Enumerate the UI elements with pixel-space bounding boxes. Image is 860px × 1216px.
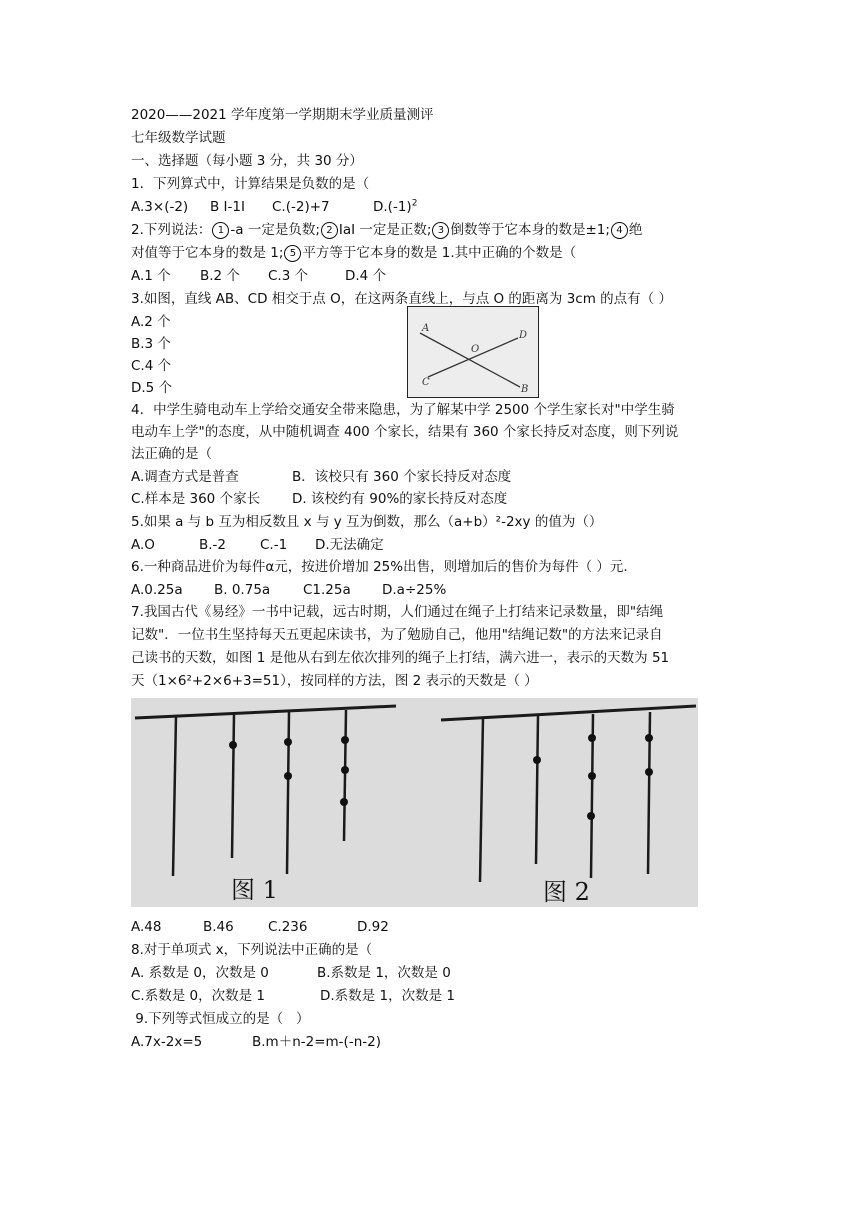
rope: [287, 712, 289, 874]
q8-option-d: D.系数是 1，次数是 1: [320, 988, 455, 1004]
knotted-rope-figure: [131, 698, 698, 907]
q4-line-1: 4．中学生骑电动车上学给交通安全带来隐患，为了解某中学 2500 个学生家长对"中学生骑: [131, 402, 675, 418]
q7-line-4: 天（1×6²+2×6+3=51），按同样的方法，图 2 表示的天数是（ ）: [131, 673, 538, 689]
q8-stem: 8.对于单项式 x，下列说法中正确的是（: [131, 942, 373, 958]
q4-option-b: B．该校只有 360 个家长持反对态度: [292, 469, 512, 485]
exam-subtitle: 七年级数学试题: [131, 130, 226, 146]
top-bar: [441, 706, 696, 720]
q1-option-d: $D.(-1)^2$: [373, 198, 418, 215]
q3-stem: 3.如图，直线 AB、CD 相交于点 O，在这两条直线上，与点 O 的距离为 3cm 的点有（ ）: [131, 291, 672, 307]
q6-option-d: D.a÷25%: [382, 582, 447, 598]
q2-option-b: B.2 个: [200, 268, 240, 284]
q2-option-d: D.4 个: [345, 268, 387, 284]
knot: [341, 736, 349, 744]
exam-title: 2020——2021 学年度第一学期期末学业质量测评: [131, 107, 434, 123]
knot: [341, 766, 349, 774]
section-heading: 一、选择题（每小题 3 分，共 30 分）: [131, 153, 363, 169]
q6-option-b: B. 0.75a: [214, 582, 271, 598]
q2-option-c: C.3 个: [268, 268, 309, 284]
q7-line-1: 7.我国古代《易经》一书中记载，远古时期，人们通过在绳子上打结来记录数量，即"结绳: [131, 604, 664, 620]
intersecting-lines-figure: [407, 306, 539, 398]
rope: [173, 716, 176, 876]
q5-stem: 5.如果 a 与 b 互为相反数且 x 与 y 互为倒数，那么（a+b）²-2xy 的值为（）: [131, 514, 603, 530]
rope-figure-2: [441, 706, 696, 906]
figure-1-caption: 图 1: [231, 876, 278, 904]
q5-option-c: C.-1: [260, 537, 288, 553]
point-a-label: A: [422, 323, 430, 334]
q7-option-c: C.236: [268, 919, 308, 935]
q7-option-a: A.48: [131, 919, 162, 935]
q3-option-a: A.2 个: [131, 314, 171, 330]
point-o-label: O: [471, 344, 480, 355]
knot: [284, 738, 292, 746]
q2-option-a: A.1 个: [131, 268, 171, 284]
q2-line-2: 对值等于它本身的数是 1; 5 平方等于它本身的数是 1.其中正确的个数是（: [131, 245, 577, 261]
q8-option-a: A. 系数是 0，次数是 0: [131, 965, 269, 981]
knot: [645, 768, 653, 776]
q4-option-c: C.样本是 360 个家长: [131, 491, 261, 507]
q9-option-a: A.7x-2x=5: [131, 1034, 203, 1050]
q5-option-b: B.-2: [199, 537, 227, 553]
rope: [480, 718, 483, 882]
knot: [284, 772, 292, 780]
knot: [340, 798, 348, 806]
q4-option-a: A.调查方式是普查: [131, 469, 239, 485]
q9-option-b: B.m＋n-2=m-(-n-2): [252, 1034, 381, 1050]
rope: [344, 710, 346, 841]
rope-figure-1: [135, 706, 396, 904]
q6-option-c: C1.25a: [303, 582, 351, 598]
q9-stem: 9.下列等式恒成立的是（ ）: [131, 1011, 310, 1027]
point-b-label: B: [521, 384, 529, 395]
q2-line-1: 2.下列说法： 1 -a 一定是负数; 2 IaI 一定是正数; 3 倒数等于它本身的数是±1; 4 绝: [131, 222, 643, 238]
q6-stem: 6.一种商品进价为每件α元，按进价增加 25%出售，则增加后的售价为每件（ ）元.: [131, 559, 628, 575]
top-bar: [135, 706, 396, 718]
q8-option-b: B.系数是 1，次数是 0: [317, 965, 451, 981]
point-d-label: D: [519, 330, 528, 341]
knot: [229, 741, 237, 749]
q4-line-3: 法正确的是（: [131, 446, 212, 462]
line-ab: [420, 333, 520, 387]
q3-option-c: C.4 个: [131, 358, 172, 374]
q6-option-a: A.0.25a: [131, 582, 183, 598]
q7-line-3: 己读书的天数，如图 1 是他从右到左依次排列的绳子上打结，满六进一，表示的天数为 51: [131, 650, 670, 666]
q3-option-d: D.5 个: [131, 380, 173, 396]
q1-option-b: B I-1I: [210, 199, 245, 215]
point-c-label: C: [422, 377, 430, 388]
q7-option-b: B.46: [203, 919, 234, 935]
q1-stem: 1．下列算式中，计算结果是负数的是（: [131, 176, 370, 192]
q7-line-2: 记数"．一位书生坚持每天五更起床读书，为了勉励自己，他用"结绳记数"的方法来记录自: [131, 627, 663, 643]
knot: [588, 772, 596, 780]
q1-option-a: A.3×(-2): [131, 199, 189, 215]
rope: [536, 716, 538, 864]
q5-option-d: D.无法确定: [315, 537, 384, 553]
q4-option-d: D. 该校约有 90%的家长持反对态度: [292, 491, 508, 507]
rope: [232, 714, 234, 858]
knot: [588, 734, 596, 742]
q5-option-a: A.O: [131, 537, 155, 553]
q3-option-b: B.3 个: [131, 336, 171, 352]
q7-option-d: D.92: [357, 919, 389, 935]
q8-option-c: C.系数是 0，次数是 1: [131, 988, 265, 1004]
q1-option-c: C.(-2)+7: [272, 199, 330, 215]
knot: [587, 812, 595, 820]
q4-line-2: 电动车上学"的态度，从中随机调查 400 个家长，结果有 360 个家长持反对态度，则下列说: [131, 424, 679, 440]
knot: [533, 756, 541, 764]
knot: [645, 734, 653, 742]
figure-2-caption: 图 2: [543, 878, 590, 906]
